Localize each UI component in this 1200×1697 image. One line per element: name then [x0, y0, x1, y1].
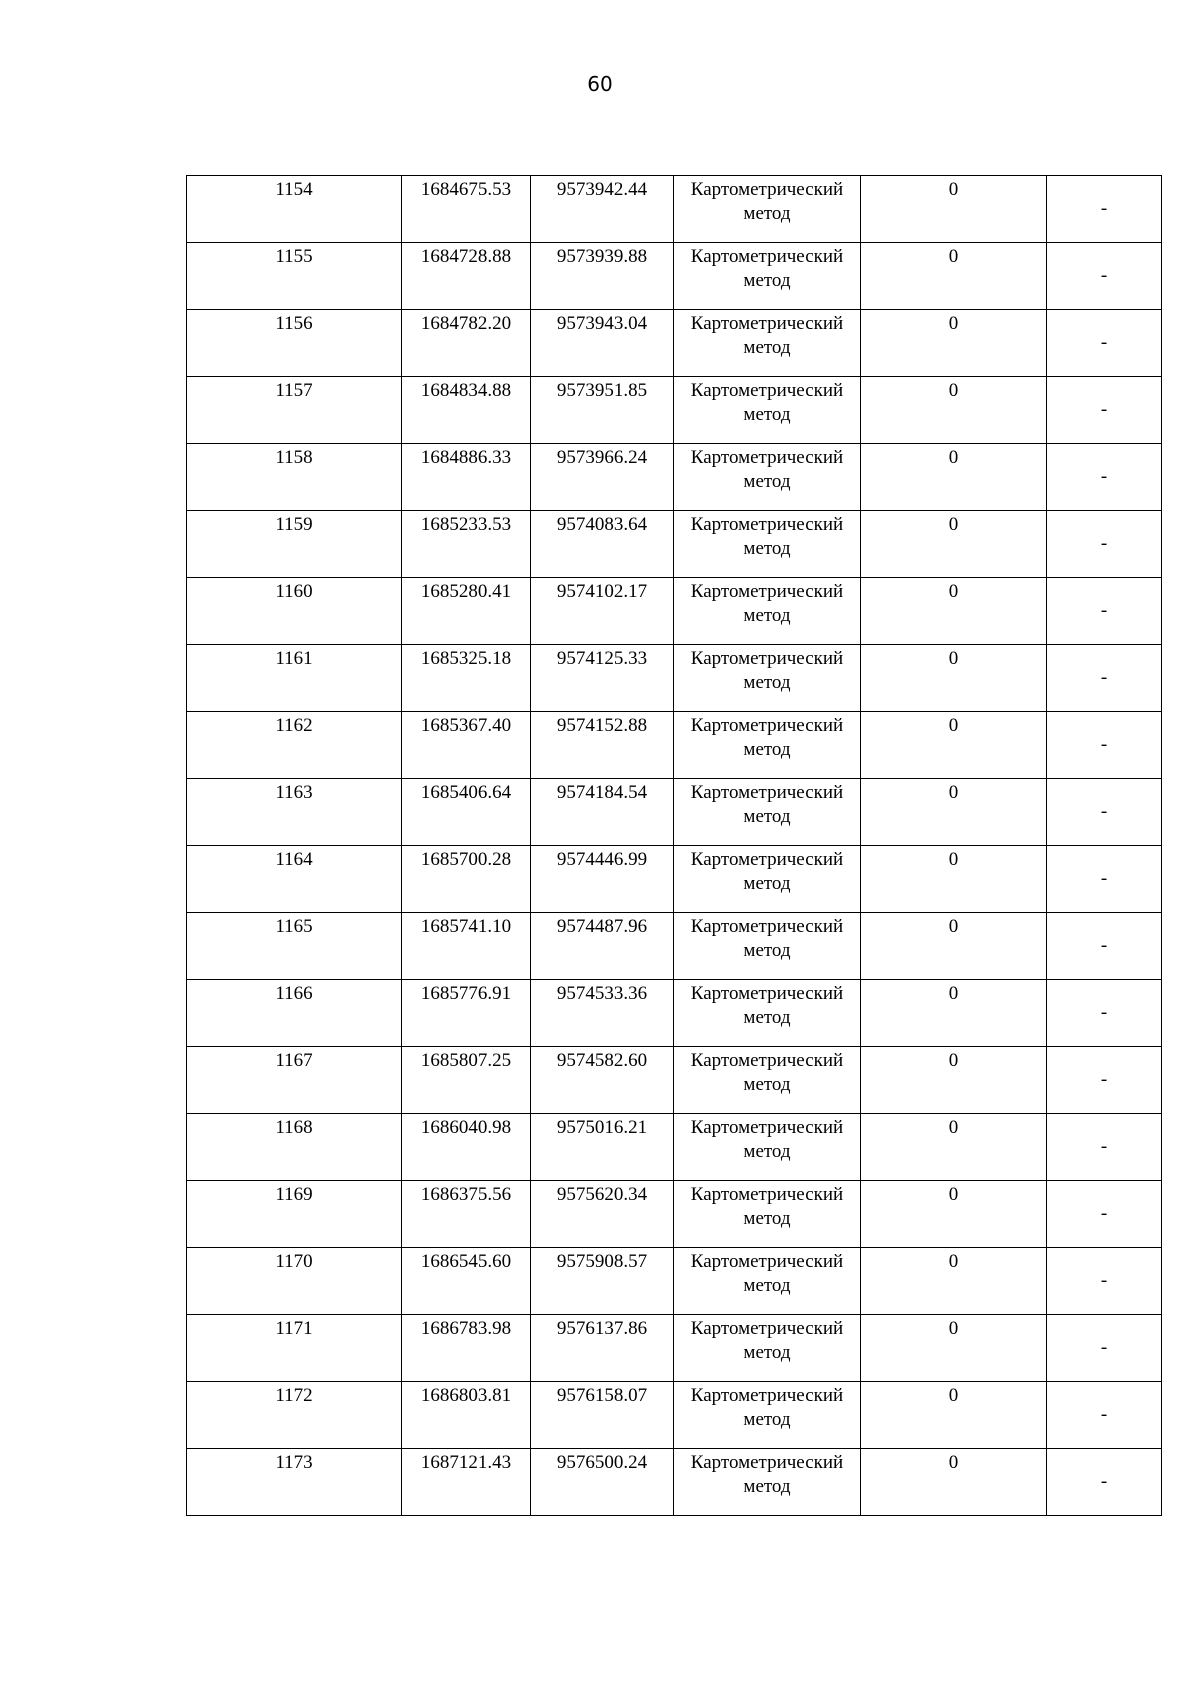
x-coordinate-cell: 1686040.98: [402, 1114, 531, 1181]
method-line-1: Картометрический: [690, 916, 844, 937]
error-cell: 0: [861, 444, 1047, 511]
method-line-1: Картометрический: [690, 447, 844, 468]
x-coordinate-cell: 1685700.28: [402, 846, 531, 913]
x-coordinate-cell: 1686545.60: [402, 1248, 531, 1315]
method-line-1: Картометрический: [690, 1117, 844, 1138]
note-cell: -: [1047, 511, 1162, 578]
note-cell: -: [1047, 1248, 1162, 1315]
note-cell: -: [1047, 645, 1162, 712]
method-line-2: метод: [743, 337, 791, 358]
method-cell: [674, 310, 861, 377]
method-cell: [674, 913, 861, 980]
method-line-2: метод: [743, 873, 791, 894]
x-coordinate-cell: 1684886.33: [402, 444, 531, 511]
point-number-cell: 1157: [187, 377, 402, 444]
y-coordinate-cell: 9573939.88: [531, 243, 674, 310]
error-cell: 0: [861, 578, 1047, 645]
note-cell: -: [1047, 1382, 1162, 1449]
note-cell: -: [1047, 444, 1162, 511]
method-cell: [674, 444, 861, 511]
note-cell: -: [1047, 1315, 1162, 1382]
error-cell: 0: [861, 1248, 1047, 1315]
method-line-2: метод: [743, 1074, 791, 1095]
table-row: [187, 1382, 1162, 1449]
x-coordinate-cell: 1685807.25: [402, 1047, 531, 1114]
method-line-1: Картометрический: [690, 246, 844, 267]
table-row: [187, 578, 1162, 645]
method-line-2: метод: [743, 1476, 791, 1497]
error-cell: 0: [861, 712, 1047, 779]
x-coordinate-cell: 1685325.18: [402, 645, 531, 712]
note-cell: -: [1047, 779, 1162, 846]
point-number-cell: 1168: [187, 1114, 402, 1181]
method-line-1: Картометрический: [690, 1452, 844, 1473]
method-line-2: метод: [743, 538, 791, 559]
error-cell: 0: [861, 243, 1047, 310]
method-line-2: метод: [743, 672, 791, 693]
point-number-cell: 1161: [187, 645, 402, 712]
error-cell: 0: [861, 511, 1047, 578]
method-line-2: метод: [743, 806, 791, 827]
x-coordinate-cell: 1686803.81: [402, 1382, 531, 1449]
x-coordinate-cell: 1684782.20: [402, 310, 531, 377]
y-coordinate-cell: 9576158.07: [531, 1382, 674, 1449]
method-cell: [674, 1181, 861, 1248]
table-row: [187, 1047, 1162, 1114]
method-line-2: метод: [743, 1007, 791, 1028]
point-number-cell: 1154: [187, 176, 402, 243]
table-row: [187, 1181, 1162, 1248]
note-cell: -: [1047, 578, 1162, 645]
point-number-cell: 1165: [187, 913, 402, 980]
x-coordinate-cell: 1685367.40: [402, 712, 531, 779]
point-number-cell: 1169: [187, 1181, 402, 1248]
method-line-2: метод: [743, 1141, 791, 1162]
error-cell: 0: [861, 1382, 1047, 1449]
y-coordinate-cell: 9573942.44: [531, 176, 674, 243]
table-row: [187, 1248, 1162, 1315]
error-cell: 0: [861, 1315, 1047, 1382]
x-coordinate-cell: 1686783.98: [402, 1315, 531, 1382]
note-cell: -: [1047, 846, 1162, 913]
error-cell: 0: [861, 310, 1047, 377]
table-row: [187, 511, 1162, 578]
method-line-1: Картометрический: [690, 849, 844, 870]
method-line-2: метод: [743, 1409, 791, 1430]
method-cell: [674, 980, 861, 1047]
x-coordinate-cell: 1686375.56: [402, 1181, 531, 1248]
table-row: [187, 779, 1162, 846]
error-cell: 0: [861, 377, 1047, 444]
error-cell: 0: [861, 1181, 1047, 1248]
point-number-cell: 1172: [187, 1382, 402, 1449]
note-cell: -: [1047, 1449, 1162, 1516]
y-coordinate-cell: 9573951.85: [531, 377, 674, 444]
page-number: 60: [587, 72, 613, 96]
table-row: [187, 846, 1162, 913]
x-coordinate-cell: 1684675.53: [402, 176, 531, 243]
coordinates-table-body: [187, 176, 1162, 1516]
table-row: [187, 243, 1162, 310]
table-row: [187, 712, 1162, 779]
table-row: [187, 176, 1162, 243]
method-line-1: Картометрический: [690, 715, 844, 736]
x-coordinate-cell: 1684834.88: [402, 377, 531, 444]
method-line-1: Картометрический: [690, 514, 844, 535]
error-cell: 0: [861, 645, 1047, 712]
method-line-2: метод: [743, 940, 791, 961]
method-line-1: Картометрический: [690, 313, 844, 334]
method-line-1: Картометрический: [690, 648, 844, 669]
y-coordinate-cell: 9573966.24: [531, 444, 674, 511]
note-cell: -: [1047, 377, 1162, 444]
y-coordinate-cell: 9576500.24: [531, 1449, 674, 1516]
method-cell: [674, 1114, 861, 1181]
method-line-1: Картометрический: [690, 1318, 844, 1339]
method-line-1: Картометрический: [690, 380, 844, 401]
note-cell: -: [1047, 712, 1162, 779]
method-cell: [674, 511, 861, 578]
method-cell: [674, 846, 861, 913]
point-number-cell: 1170: [187, 1248, 402, 1315]
note-cell: -: [1047, 310, 1162, 377]
method-line-2: метод: [743, 605, 791, 626]
method-line-1: Картометрический: [690, 1050, 844, 1071]
y-coordinate-cell: 9574083.64: [531, 511, 674, 578]
method-cell: [674, 1047, 861, 1114]
y-coordinate-cell: 9574184.54: [531, 779, 674, 846]
method-cell: [674, 578, 861, 645]
method-line-2: метод: [743, 1208, 791, 1229]
y-coordinate-cell: 9574582.60: [531, 1047, 674, 1114]
error-cell: 0: [861, 846, 1047, 913]
method-line-1: Картометрический: [690, 581, 844, 602]
error-cell: 0: [861, 1114, 1047, 1181]
table-row: [187, 913, 1162, 980]
point-number-cell: 1163: [187, 779, 402, 846]
y-coordinate-cell: 9575908.57: [531, 1248, 674, 1315]
point-number-cell: 1173: [187, 1449, 402, 1516]
method-line-2: метод: [743, 471, 791, 492]
table-row: [187, 980, 1162, 1047]
y-coordinate-cell: 9574102.17: [531, 578, 674, 645]
point-number-cell: 1166: [187, 980, 402, 1047]
x-coordinate-cell: 1685741.10: [402, 913, 531, 980]
table-row: [187, 1114, 1162, 1181]
point-number-cell: 1158: [187, 444, 402, 511]
point-number-cell: 1159: [187, 511, 402, 578]
method-cell: [674, 176, 861, 243]
error-cell: 0: [861, 980, 1047, 1047]
error-cell: 0: [861, 1047, 1047, 1114]
method-line-2: метод: [743, 203, 791, 224]
y-coordinate-cell: 9576137.86: [531, 1315, 674, 1382]
method-line-2: метод: [743, 1342, 791, 1363]
y-coordinate-cell: 9574487.96: [531, 913, 674, 980]
method-line-1: Картометрический: [690, 179, 844, 200]
point-number-cell: 1162: [187, 712, 402, 779]
method-line-1: Картометрический: [690, 983, 844, 1004]
method-line-1: Картометрический: [690, 1184, 844, 1205]
method-cell: [674, 1248, 861, 1315]
point-number-cell: 1155: [187, 243, 402, 310]
method-line-2: метод: [743, 739, 791, 760]
x-coordinate-cell: 1685406.64: [402, 779, 531, 846]
method-cell: [674, 1315, 861, 1382]
y-coordinate-cell: 9575620.34: [531, 1181, 674, 1248]
method-line-2: метод: [743, 404, 791, 425]
point-number-cell: 1164: [187, 846, 402, 913]
note-cell: -: [1047, 1181, 1162, 1248]
point-number-cell: 1171: [187, 1315, 402, 1382]
note-cell: -: [1047, 176, 1162, 243]
x-coordinate-cell: 1685233.53: [402, 511, 531, 578]
table-row: [187, 444, 1162, 511]
error-cell: 0: [861, 176, 1047, 243]
table-row: [187, 1449, 1162, 1516]
coordinates-table: [186, 175, 1162, 1516]
error-cell: 0: [861, 913, 1047, 980]
table-row: [187, 1315, 1162, 1382]
note-cell: -: [1047, 980, 1162, 1047]
method-cell: [674, 377, 861, 444]
point-number-cell: 1167: [187, 1047, 402, 1114]
note-cell: -: [1047, 913, 1162, 980]
x-coordinate-cell: 1687121.43: [402, 1449, 531, 1516]
method-cell: [674, 243, 861, 310]
method-cell: [674, 1382, 861, 1449]
method-line-2: метод: [743, 270, 791, 291]
method-cell: [674, 712, 861, 779]
y-coordinate-cell: 9573943.04: [531, 310, 674, 377]
table-row: [187, 310, 1162, 377]
method-line-1: Картометрический: [690, 782, 844, 803]
x-coordinate-cell: 1685280.41: [402, 578, 531, 645]
table-row: [187, 645, 1162, 712]
y-coordinate-cell: 9574152.88: [531, 712, 674, 779]
y-coordinate-cell: 9574125.33: [531, 645, 674, 712]
y-coordinate-cell: 9574446.99: [531, 846, 674, 913]
note-cell: -: [1047, 1114, 1162, 1181]
method-cell: [674, 779, 861, 846]
method-cell: [674, 645, 861, 712]
note-cell: -: [1047, 243, 1162, 310]
error-cell: 0: [861, 779, 1047, 846]
y-coordinate-cell: 9575016.21: [531, 1114, 674, 1181]
method-line-1: Картометрический: [690, 1385, 844, 1406]
note-cell: -: [1047, 1047, 1162, 1114]
method-line-1: Картометрический: [690, 1251, 844, 1272]
method-line-2: метод: [743, 1275, 791, 1296]
x-coordinate-cell: 1685776.91: [402, 980, 531, 1047]
point-number-cell: 1160: [187, 578, 402, 645]
y-coordinate-cell: 9574533.36: [531, 980, 674, 1047]
table-row: [187, 377, 1162, 444]
method-cell: [674, 1449, 861, 1516]
error-cell: 0: [861, 1449, 1047, 1516]
point-number-cell: 1156: [187, 310, 402, 377]
x-coordinate-cell: 1684728.88: [402, 243, 531, 310]
